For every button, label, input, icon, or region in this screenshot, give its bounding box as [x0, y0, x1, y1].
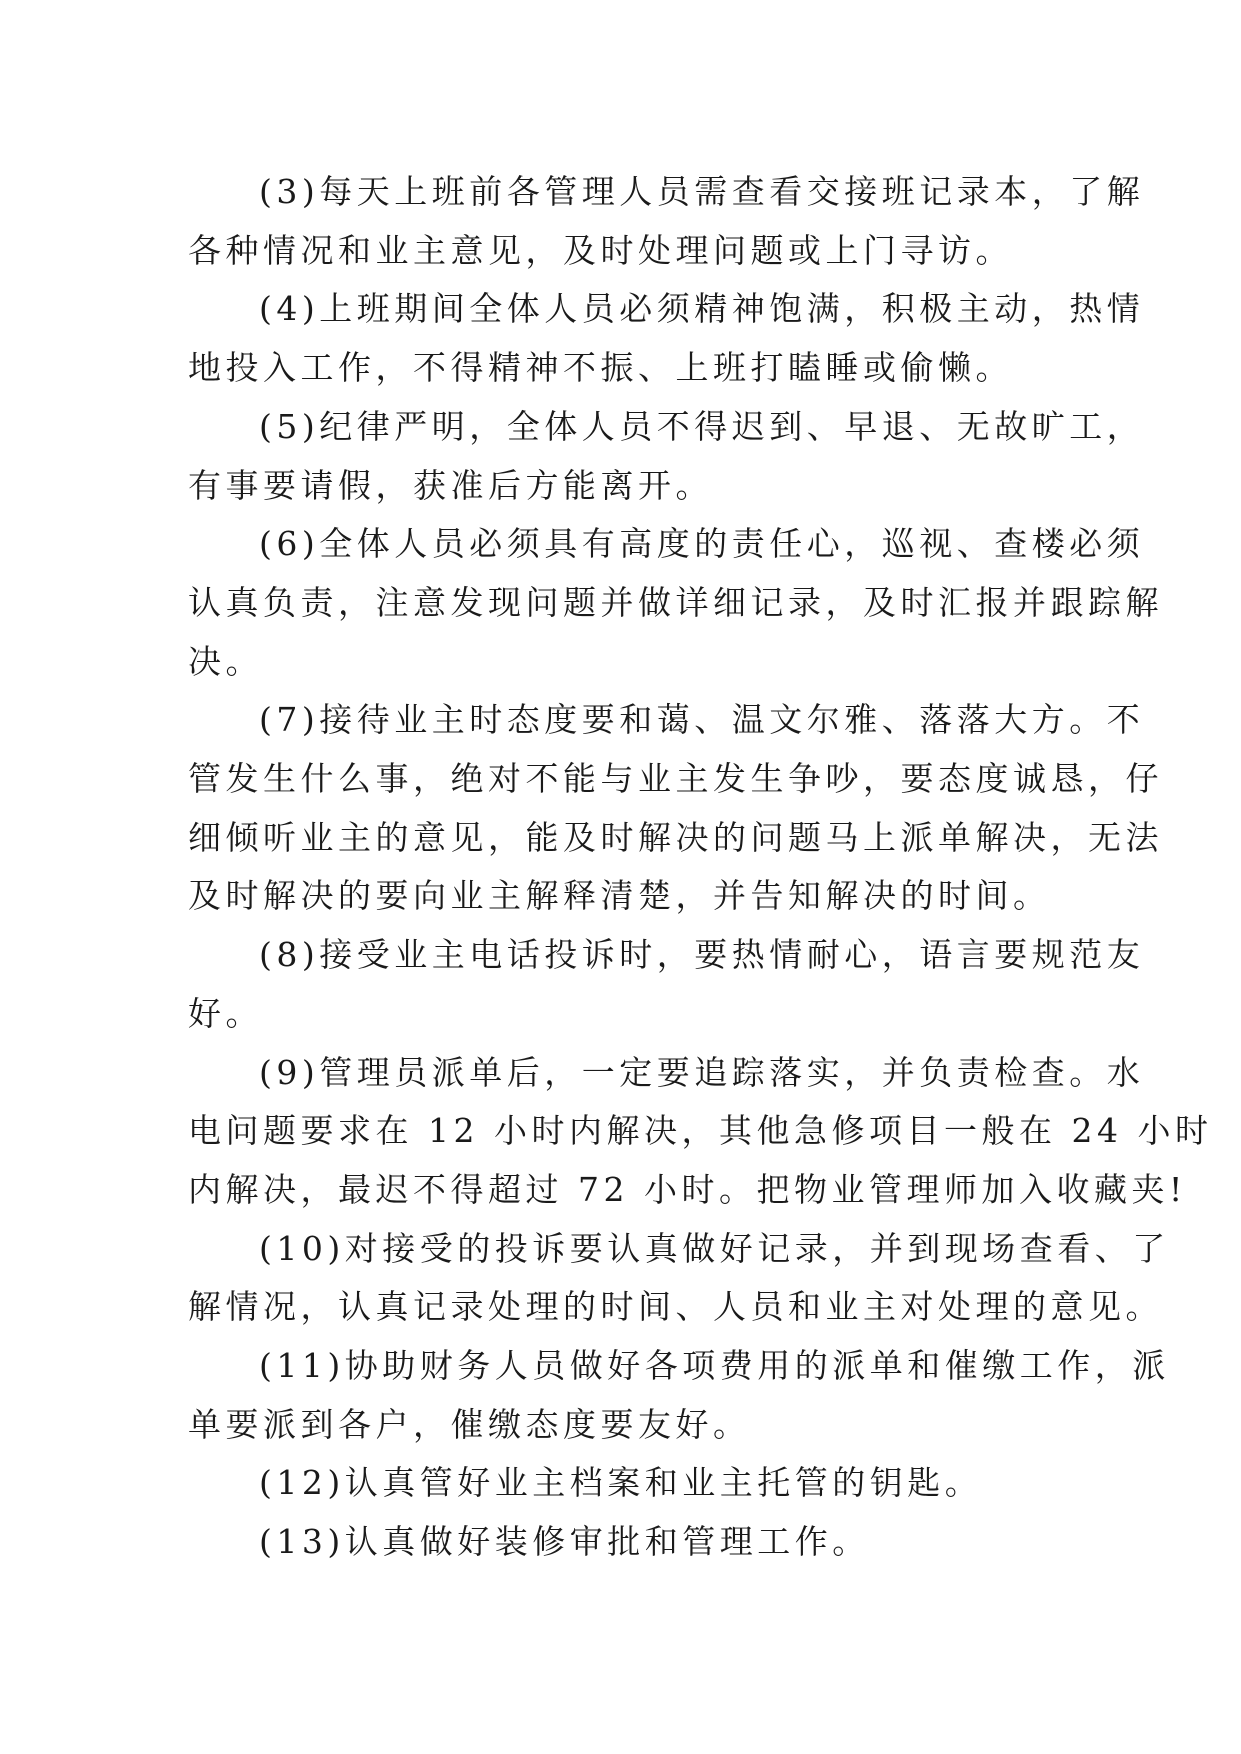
paragraph-line: 决。	[188, 641, 263, 681]
paragraph-p9	[188, 1044, 1213, 1220]
paragraph-line: (12)认真管好业主档案和业主托管的钥匙。	[259, 1463, 983, 1503]
paragraph-p11	[188, 1337, 1170, 1454]
paragraph-line: 认真负责，注意发现问题并做详细记录，及时汇报并跟踪解	[188, 582, 1163, 622]
paragraph-line: 及时解决的要向业主解释清楚，并告知解决的时间。	[188, 876, 1051, 916]
paragraph-line: 好。	[188, 993, 263, 1033]
paragraph-line: 内解决，最迟不得超过 72 小时。把物业管理师加入收藏夹!	[188, 1169, 1187, 1209]
paragraph-line: (8)接受业主电话投诉时，要热情耐心，语言要规范友	[259, 935, 1145, 975]
paragraph-line: 细倾听业主的意见，能及时解决的问题马上派单解决，无法	[188, 817, 1163, 857]
paragraph-line: (10)对接受的投诉要认真做好记录，并到现场查看、了	[259, 1228, 1170, 1268]
paragraph-line: (3)每天上班前各管理人员需查看交接班记录本，了解	[259, 172, 1145, 211]
paragraph-p8	[188, 926, 1145, 1043]
paragraph-line: (9)管理员派单后，一定要追踪落实，并负责检查。水	[259, 1052, 1145, 1092]
paragraph-line: (13)认真做好装修审批和管理工作。	[259, 1522, 870, 1562]
paragraph-line: 地投入工作，不得精神不振、上班打瞌睡或偷懒。	[188, 348, 1013, 388]
paragraph-line: 有事要请假，获准后方能离开。	[188, 465, 713, 505]
paragraph-line: (6)全体人员必须具有高度的责任心，巡视、查楼必须	[259, 524, 1145, 564]
paragraph-p7	[188, 691, 1163, 926]
paragraph-p12	[188, 1454, 1058, 1513]
paragraph-line: (5)纪律严明，全体人员不得迟到、早退、无故旷工，	[259, 406, 1145, 446]
paragraph-line: (11)协助财务人员做好各项费用的派单和催缴工作，派	[259, 1346, 1170, 1386]
paragraph-p10	[188, 1220, 1170, 1337]
paragraph-p6	[188, 515, 1163, 691]
paragraph-line: 电问题要求在 12 小时内解决，其他急修项目一般在 24 小时	[188, 1111, 1213, 1151]
paragraph-p3	[188, 163, 1145, 280]
paragraph-p4	[188, 280, 1145, 397]
paragraph-line: 各种情况和业主意见，及时处理问题或上门寻访。	[188, 230, 1013, 270]
paragraph-line: 解情况，认真记录处理的时间、人员和业主对处理的意见。	[188, 1287, 1163, 1327]
paragraph-line: (4)上班期间全体人员必须精神饱满，积极主动，热情	[259, 289, 1145, 329]
paragraph-p5	[188, 398, 1145, 515]
paragraph-p13	[188, 1513, 1058, 1572]
paragraph-line: (7)接待业主时态度要和蔼、温文尔雅、落落大方。不	[259, 700, 1145, 740]
paragraph-line: 管发生什么事，绝对不能与业主发生争吵，要态度诚恳，仔	[188, 759, 1163, 799]
paragraph-line: 单要派到各户，催缴态度要友好。	[188, 1404, 751, 1444]
document-body	[188, 163, 1213, 1572]
